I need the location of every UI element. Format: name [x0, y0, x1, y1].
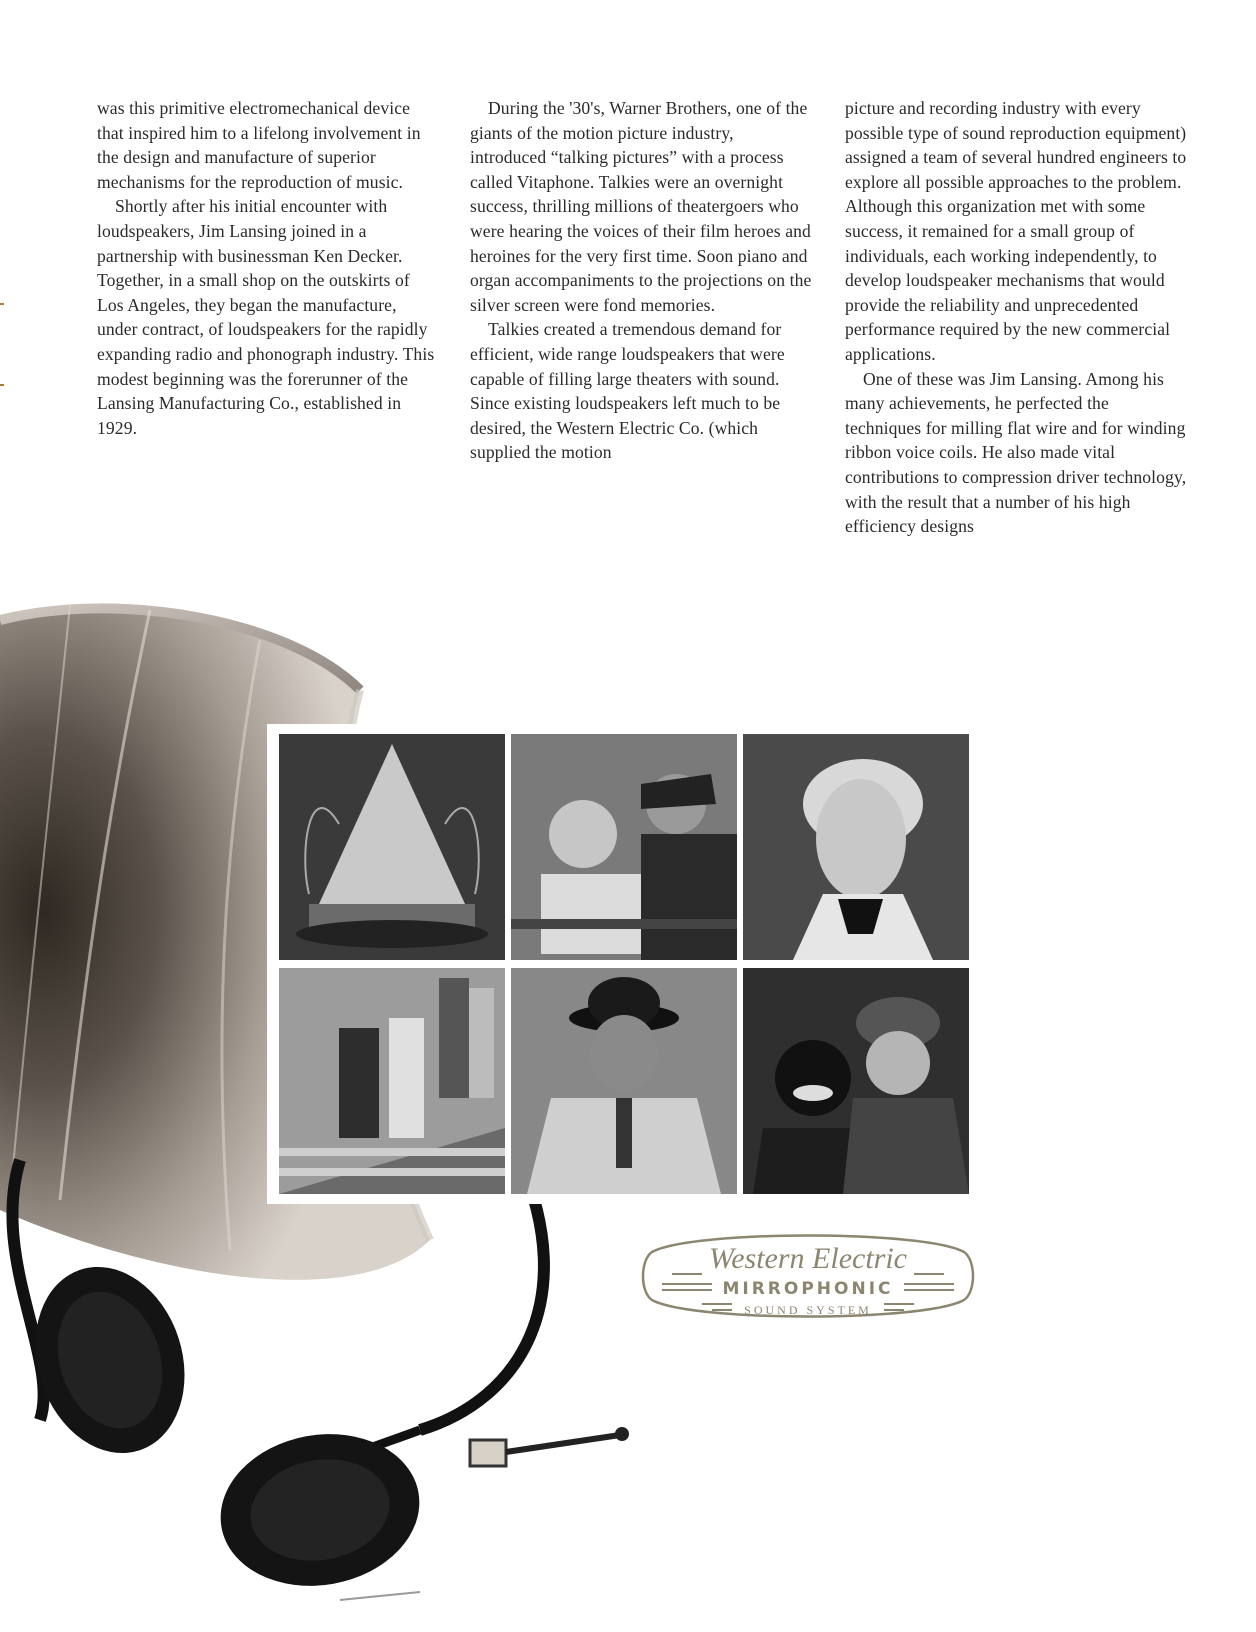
margin-mark-upper [0, 303, 4, 305]
paragraph: During the '30's, Warner Brothers, one of the giants of the motion picture industry, introduced “talking pictures” with a process called Vitaphone. Talkies were an overnight success, thrilling millions of theatergoers who were hearing the voices of their film heroes and heroines for the very first time. Soon piano and organ accompaniments to the projections on the silver screen were fond memories. [470, 98, 812, 315]
text-column-3 [845, 96, 1187, 539]
paragraph: One of these was Jim Lansing. Among his many achievements, he perfected the techniques for milling flat wire and for winding ribbon voice coils. He also made vital contributions to compression driver technology, with the result that a number of his high efficiency designs [845, 368, 1187, 537]
logo-subtitle: MIRROPHONIC [722, 1279, 894, 1299]
margin-mark-lower [0, 384, 4, 386]
paragraph: Talkies created a tremendous demand for efficient, wide range loudspeakers that were capable of filling large theaters with sound. Since existing loudspeakers left much to be desired, the Western Electric Co. (which supplied the motion [470, 319, 785, 463]
film-still-baseball-players [511, 734, 737, 960]
western-electric-mirrophonic-logo [632, 1222, 984, 1332]
logo-tagline: SOUND SYSTEM [744, 1303, 872, 1317]
text-column-1 [97, 96, 439, 440]
film-still-man-in-bowler-hat [511, 968, 737, 1194]
logo-wordmark: Western Electric [708, 1242, 908, 1275]
film-still-actress-portrait [743, 734, 969, 960]
film-still-stage-duel [279, 968, 505, 1194]
film-still-fountain-chorus [279, 734, 505, 960]
paragraph: was this primitive electromechanical device that inspired him to a lifelong involvement in the design and manufacture of superior mechanisms for the reproduction of music. [97, 98, 421, 192]
text-column-2 [470, 96, 812, 465]
film-stills-grid [267, 724, 981, 1204]
film-still-two-performers [743, 968, 969, 1194]
paragraph: Shortly after his initial encounter with loudspeakers, Jim Lansing joined in a partnership with businessman Ken Decker. Together, in a small shop on the outskirts of Los Angeles, they began the manufacture, under contract, of loudspeakers for the rapidly expanding radio and phonograph industry. This modest beginning was the forerunner of the Lansing Manufacturing Co., established in 1929. [97, 196, 435, 438]
paragraph: picture and recording industry with every possible type of sound reproduction equipment) assigned a team of several hundred engineers to explore all possible approaches to the problem. Although this organization met with some success, it remained for a small group of individuals, each working independently, to develop loudspeaker mechanisms that would provide the reliability and unprecedented performance required by the new commercial applications. [845, 98, 1187, 364]
